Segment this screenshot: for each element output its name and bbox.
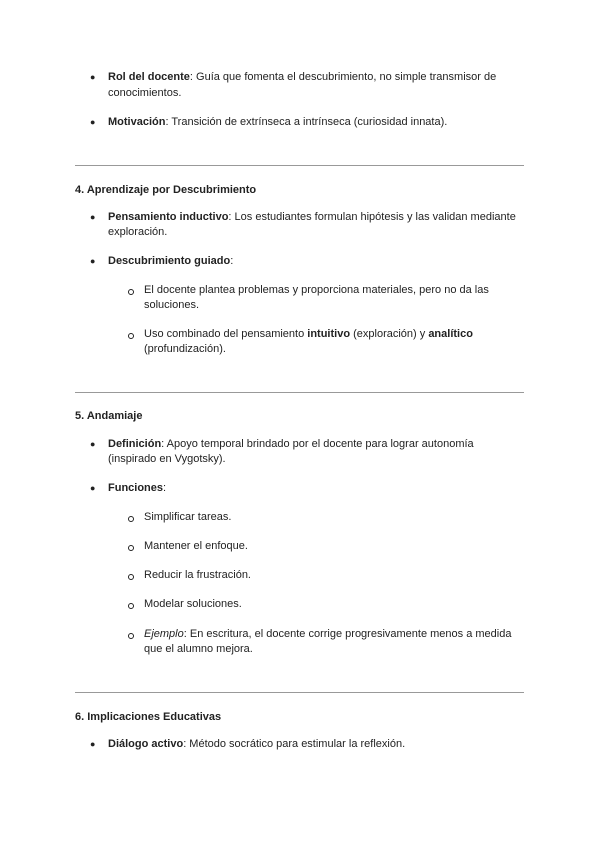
list-item-funciones [108,481,166,496]
circle-bullet-icon [128,603,134,609]
bullet-icon: ● [90,72,96,82]
list-item-pensamiento-inductivo [108,210,516,225]
list-item-rol-docente [108,70,496,85]
item-text: : Transición de extrínseca a intrínseca (curiosidad innata). [165,116,448,128]
item-label: Motivación [108,116,166,128]
list-item-definicion-cont: (inspirado en Vygotsky). [108,453,226,465]
item-label: Definición [108,438,162,450]
sub-list-item: Reducir la frustración. [144,569,251,581]
sub-list-item-cont: (profundización). [144,343,226,355]
sub-list-item: Uso combinado del pensamiento intuitivo (exploración) y analítico [144,328,473,340]
list-item-rol-docente-cont: conocimientos. [108,87,182,99]
sub-list-item: El docente plantea problemas y proporciona materiales, pero no da las [144,284,489,296]
sub-list-item: Simplificar tareas. [144,511,232,523]
item-text: : Método socrático para estimular la reflexión. [183,738,406,750]
list-item-motivacion [108,115,447,130]
circle-bullet-icon [128,289,134,295]
list-item-descubrimiento-guiado [108,254,233,269]
item-label: Pensamiento inductivo [108,211,229,223]
bullet-icon: ● [90,439,96,449]
sub-list-item-example: Ejemplo: En escritura, el docente corrige progresivamente menos a medida [144,628,512,640]
item-text: : Apoyo temporal brindado por el docente para lograr autonomía [161,438,474,450]
section-divider [75,165,524,166]
list-item-dialogo-activo [108,737,405,752]
section-divider [75,692,524,693]
item-label: Descubrimiento guiado [108,255,231,267]
bullet-icon: ● [90,256,96,266]
section-heading-4: 4. Aprendizaje por Descubrimiento [75,184,257,196]
bullet-icon: ● [90,212,96,222]
sub-list-item-example-cont: que el alumno mejora. [144,643,253,655]
bullet-icon: ● [90,739,96,749]
item-text: : Guía que fomenta el descubrimiento, no simple transmisor de [189,71,497,83]
sub-list-item: Modelar soluciones. [144,598,242,610]
list-item-definicion [108,437,474,452]
circle-bullet-icon [128,333,134,339]
section-heading-6: 6. Implicaciones Educativas [75,711,222,723]
item-text: : [163,482,167,494]
bullet-icon: ● [90,483,96,493]
section-divider [75,392,524,393]
sub-list-item: Mantener el enfoque. [144,540,248,552]
circle-bullet-icon [128,633,134,639]
sub-list-item-cont: soluciones. [144,299,200,311]
circle-bullet-icon [128,545,134,551]
section-heading-5: 5. Andamiaje [75,410,143,422]
circle-bullet-icon [128,516,134,522]
item-label: Diálogo activo [108,738,184,750]
item-text: : Los estudiantes formulan hipótesis y las validan mediante [228,211,516,223]
item-label: Rol del docente [108,71,190,83]
bullet-icon: ● [90,117,96,127]
circle-bullet-icon [128,574,134,580]
item-text: : [230,255,234,267]
item-label: Funciones [108,482,164,494]
list-item-pensamiento-inductivo-cont: exploración. [108,226,168,238]
